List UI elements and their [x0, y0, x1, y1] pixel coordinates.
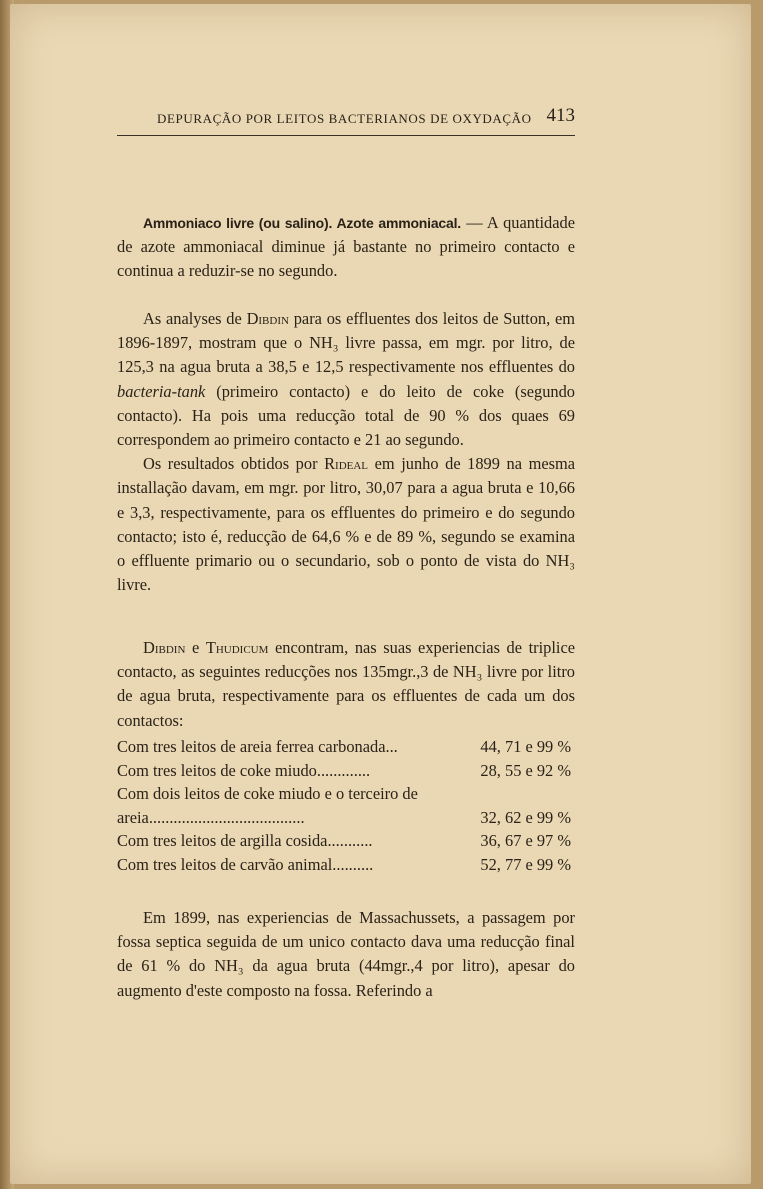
row-label: areia......................................: [117, 807, 305, 827]
running-header: [117, 105, 575, 136]
paragraph-massachussets: Em 1899, nas experiencias de Massachussets, a passagem por fossa septica seguida de um unico contacto dava uma reducção final de 61 % do NH₃ da agua bruta (44mgr.,4 por litro), apesar do augmento d'este composto na fossa. Referindo a: [117, 908, 575, 1000]
text-run: para os effluentes dos leitos de Sutton, em 1896-1897, mostram que o NH₃ livre passa, em mgr. por litro, de 125,3 na agua bruta a 38,5 e 12,5 respectivamente nos effluentes do: [117, 309, 575, 377]
section-massachussets: [117, 906, 575, 1003]
text-run: e: [185, 638, 206, 657]
text-run: Os resultados obtidos por: [143, 454, 325, 474]
header-title: DEPURAÇÃO POR LEITOS BACTERIANOS DE OXYDAÇÃO: [157, 111, 532, 126]
paragraph-ammoniaco: [117, 211, 575, 284]
table-row: [117, 735, 575, 759]
reduction-table: [117, 735, 575, 877]
table-row: [117, 782, 575, 806]
table-row: [117, 806, 575, 830]
section-ammoniaco: [117, 211, 575, 284]
paragraph-dibdin-sutton: [117, 307, 575, 452]
row-label: Com tres leitos de carvão animal..........: [117, 854, 374, 874]
row-value: 44, 71 e 99 %: [480, 737, 571, 756]
italic-term: bacteria-tank: [117, 381, 206, 401]
table-row: [117, 853, 575, 877]
text-run: encontram, nas suas experiencias de triplice contacto, as seguintes reducções nos 135mgr.,3 de NH₃ livre por litro de agua bruta, respectivamente para os effluentes de cada um dos contactos:: [117, 638, 575, 730]
row-label: Com tres leitos de argilla cosida...........: [117, 831, 373, 851]
paragraph-rideal: [117, 452, 575, 597]
row-label: Com tres leitos de coke miudo.............: [117, 760, 371, 780]
page-number: 413: [546, 105, 575, 126]
section-heading: Ammoniaco livre (ou salino). Azote ammoniacal.: [143, 215, 461, 231]
author-name: Rideal: [324, 454, 369, 474]
text-run: (primeiro contacto) e do leito de coke (segundo contacto). Ha pois uma reducção total de 90 % dos quaes 69 correspondem ao primeiro contacto e 21 ao segundo.: [117, 381, 575, 450]
paragraph-dibdin-thudicum: [117, 636, 575, 733]
section-dibdin-thudicum: [117, 636, 575, 733]
row-value: 32, 62 e 99 %: [480, 807, 571, 827]
table-row: [117, 759, 575, 783]
row-label: Com dois leitos de coke miudo e o terceiro de: [117, 784, 418, 804]
row-value: 28, 55 e 92 %: [480, 760, 571, 780]
paragraph-text: — A quantidade de azote ammoniacal diminue já bastante no primeiro contacto e continua a reduzir-se no segundo.: [117, 213, 575, 281]
author-name: Dibdin: [143, 638, 186, 657]
author-name: Thudicum: [205, 638, 269, 657]
row-label: Com tres leitos de areia ferrea carbonada...: [117, 737, 398, 756]
section-sutton: [117, 307, 575, 597]
row-value: 52, 77 e 99 %: [480, 854, 571, 874]
author-name: Dibdin: [246, 309, 289, 328]
table-row: [117, 829, 575, 853]
row-value: 36, 67 e 97 %: [480, 831, 571, 851]
text-run: As analyses de: [143, 309, 247, 328]
text-run: em junho de 1899 na mesma installação davam, em mgr. por litro, 30,07 para a agua bruta e 10,66 e 3,3, respectivamente, para os effluentes do primeiro e do segundo contacto; isto é, reducção de 64,6 % e de 89 %, segundo se examina o effluente primario ou o secundario, sob o ponto de vista do NH₃ livre.: [117, 454, 576, 595]
